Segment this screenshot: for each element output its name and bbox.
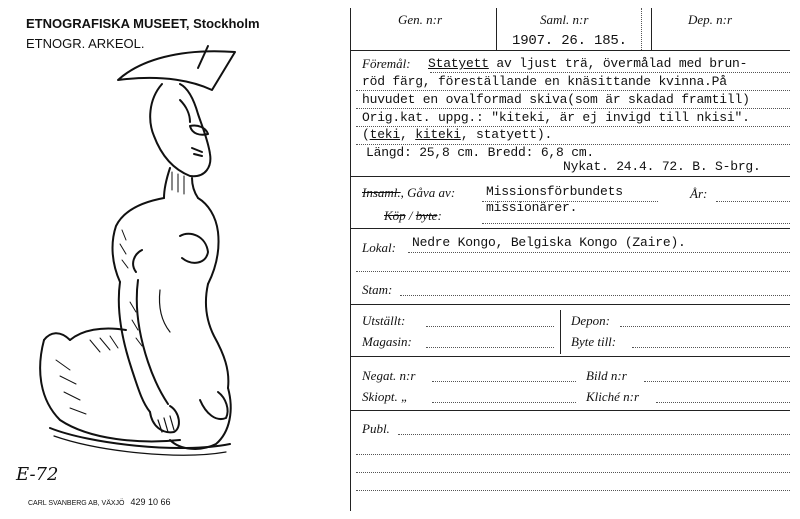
gen-label: Gen. n:r: [398, 12, 443, 27]
foremal-rule-5: [356, 144, 790, 145]
gava-label: Gåva av:: [407, 185, 456, 200]
struck-kop: Köp: [384, 208, 406, 223]
foremal-line-1: [428, 56, 747, 71]
card-left-border: [350, 8, 351, 511]
foremal-line-1-rest: av ljust trä, övermålad med brun-: [488, 56, 748, 71]
stam-rule: [400, 295, 790, 296]
foremal-line-2: röd färg, föreställande en knäsittande kvinna.På: [362, 74, 727, 89]
publ-label: Publ.: [362, 421, 390, 436]
publ-rule-2: [356, 454, 790, 455]
gava-row-1: Insaml., Gåva av:: [362, 185, 456, 200]
magasin-label: Magasin:: [362, 334, 412, 349]
negat-rule: [432, 381, 576, 382]
stam-bottom-line: [350, 304, 790, 305]
kliche-label: Kliché n:r: [586, 389, 640, 404]
header-divider-3: [651, 8, 652, 50]
header-divider-2: [641, 8, 642, 50]
word-teki: teki: [369, 127, 401, 142]
gava-row-2: Köp / byte:: [384, 208, 442, 223]
sep-1: ,: [400, 127, 416, 142]
lokal-rule-1: [408, 252, 790, 253]
foremal-rule-2: [356, 90, 790, 91]
utstallt-rule: [426, 326, 554, 327]
handwritten-code: E-72: [16, 464, 59, 485]
negat-label: Negat. n:r: [362, 368, 416, 383]
depon-rule: [620, 326, 790, 327]
gava-rule-2: [482, 223, 790, 224]
bild-label: Bild n:r: [586, 368, 627, 383]
printer-name: CARL SVANBERG AB, VÄXJÖ: [28, 500, 125, 507]
byte-till-rule: [632, 347, 790, 348]
saml-label: Saml. n:r: [540, 12, 589, 27]
nykat-line: Nykat. 24.4. 72. B. S-brg.: [563, 159, 761, 174]
depon-label: Depon:: [571, 313, 610, 328]
gava-bottom-line: [350, 228, 790, 229]
word-kiteki: kiteki: [415, 127, 461, 142]
ar-label: År:: [690, 186, 708, 201]
lokal-label: Lokal:: [362, 240, 396, 255]
publ-rule-4: [356, 490, 790, 491]
statuette-drawing: [30, 40, 330, 480]
publ-rule-1: [398, 434, 790, 435]
gava-value-1: Missionsförbundets: [486, 184, 623, 199]
magasin-rule: [426, 347, 554, 348]
foremal-line-4: Orig.kat. uppg.: "kiteki, är ej invigd till nkisi".: [362, 110, 750, 125]
foremal-line-5: [362, 127, 552, 142]
dep-label: Dep. n:r: [688, 12, 733, 27]
lokal-value: Nedre Kongo, Belgiska Kongo (Zaire).: [412, 235, 686, 250]
museum-department: ETNOGR. ARKEOL.: [26, 36, 145, 51]
print-code: 429 10 66: [130, 497, 171, 507]
mid-divider-1: [560, 310, 561, 354]
foremal-line-3: huvudet en ovalformad skiva(som är skadad framtill): [362, 92, 750, 107]
utstallt-label: Utställt:: [362, 313, 406, 328]
header-bottom-line: [350, 50, 790, 51]
ar-rule: [716, 201, 790, 202]
museum-name: ETNOGRAFISKA MUSEET, Stockholm: [26, 16, 260, 31]
kliche-rule: [656, 402, 790, 403]
stam-label: Stam:: [362, 282, 393, 297]
foremal-rule-4: [356, 126, 790, 127]
header-divider-1: [496, 8, 497, 50]
gava-rule-1: [482, 201, 658, 202]
foremal-rule-3: [356, 108, 790, 109]
bild-rule: [644, 381, 790, 382]
foremal-label: Föremål:: [362, 56, 411, 71]
measure-line: Längd: 25,8 cm. Bredd: 6,8 cm.: [366, 145, 595, 160]
printer-line: [28, 497, 170, 507]
kliche-bottom-line: [350, 410, 790, 411]
struck-insaml: Insaml.: [362, 185, 401, 200]
byte-till-label: Byte till:: [571, 334, 617, 349]
foremal-line-5-rest: , statyett).: [460, 127, 553, 142]
skiopt-rule: [432, 402, 576, 403]
foremal-rule-1: [430, 72, 790, 73]
magasin-bottom-line: [350, 356, 790, 357]
saml-value: 1907. 26. 185.: [512, 33, 627, 49]
foremal-word-statyett: Statyett: [428, 56, 489, 71]
gava-value-2: missionärer.: [486, 200, 578, 215]
publ-rule-3: [356, 472, 790, 473]
skiopt-label: Skiopt. „: [362, 389, 409, 404]
lokal-rule-2: [356, 271, 790, 272]
struck-byte: byte: [415, 208, 438, 223]
foremal-bottom-line: [350, 176, 790, 177]
paren-open: (: [362, 127, 370, 142]
